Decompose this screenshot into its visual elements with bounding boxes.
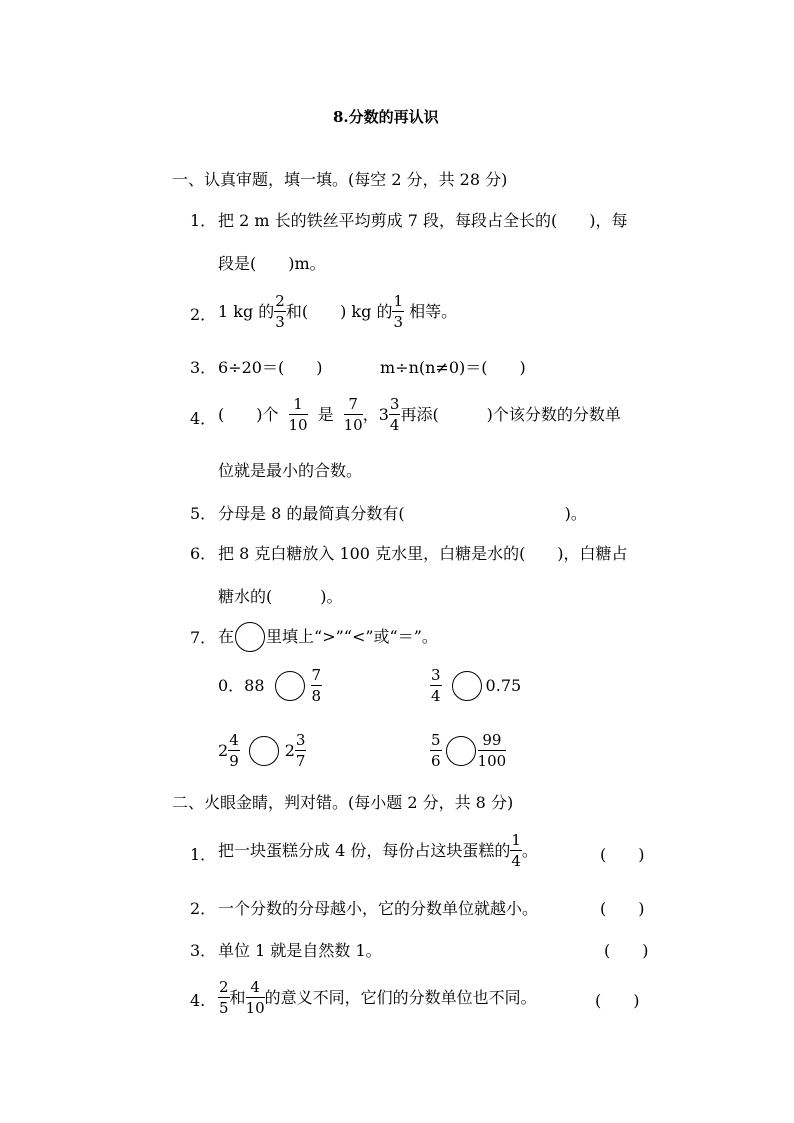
question-number: 6． — [190, 544, 217, 563]
numerator: 99 — [478, 733, 507, 751]
denominator: 8 — [311, 687, 322, 705]
text-segment: ，3 — [362, 405, 389, 424]
fraction — [218, 980, 230, 1016]
fraction — [344, 397, 363, 433]
fraction — [246, 980, 265, 1016]
question-text: 位就是最小的合数。 — [218, 461, 363, 480]
denominator: 100 — [477, 752, 507, 770]
fraction — [430, 668, 442, 704]
answer-paren[interactable]: ( ) — [600, 845, 645, 864]
fraction — [295, 733, 307, 769]
fraction — [311, 668, 323, 704]
denominator: 9 — [229, 752, 239, 770]
text-segment: 0．88 — [218, 676, 265, 695]
question-number: 5． — [190, 504, 217, 523]
comparison-item — [218, 733, 306, 769]
question-text: 把 8 克白糖放入 100 克水里，白糖是水的( )，白糖占 — [218, 544, 628, 563]
text-segment: 。 — [521, 841, 538, 860]
page-title: 8.分数的再认识 — [333, 108, 439, 126]
numerator: 1 — [289, 397, 308, 415]
numerator: 4 — [229, 731, 239, 749]
question-text: m÷n(n≠0)＝( ) — [380, 358, 526, 377]
question-number: 3． — [190, 358, 217, 377]
text-segment: 再添( )个该分数的分数单 — [400, 405, 621, 424]
numerator: 7 — [344, 397, 363, 415]
numerator: 1 — [393, 292, 403, 310]
question-text: 段是( )m。 — [218, 254, 326, 273]
numerator: 3 — [389, 395, 400, 413]
section-heading-true-false: 二、火眼金睛，判对错。(每小题 2 分，共 8 分) — [172, 793, 514, 812]
fraction — [510, 833, 522, 869]
text-segment: 2 — [218, 741, 229, 760]
text-segment: 2 — [284, 741, 295, 760]
question-text: 把 2 m 长的铁丝平均剪成 7 段，每段占全长的( )，每 — [218, 211, 628, 230]
question-number: 4． — [190, 409, 217, 428]
denominator: 3 — [393, 313, 403, 331]
compare-circle[interactable] — [446, 736, 476, 766]
question-number: 2． — [190, 899, 217, 918]
question-number: 2． — [190, 305, 217, 324]
numerator: 4 — [246, 980, 265, 998]
question-text — [218, 397, 621, 433]
text-segment: 是 — [317, 405, 334, 424]
text-segment: ( )个 — [218, 405, 279, 424]
text-segment: 和( ) kg 的 — [285, 302, 393, 321]
answer-paren[interactable]: ( ) — [600, 899, 645, 918]
denominator: 10 — [245, 999, 265, 1017]
fraction — [289, 397, 308, 433]
denominator: 5 — [219, 999, 229, 1017]
question-number: 3． — [190, 941, 217, 960]
text-segment: 和 — [229, 988, 246, 1007]
compare-circle[interactable] — [275, 671, 305, 701]
comparison-item — [218, 668, 322, 704]
numerator: 3 — [295, 731, 306, 749]
numerator: 2 — [219, 978, 229, 996]
denominator: 3 — [275, 313, 285, 331]
denominator: 4 — [389, 416, 400, 434]
comparison-item — [430, 733, 506, 769]
question-text: 分母是 8 的最简真分数有( )。 — [218, 504, 587, 523]
denominator: 4 — [431, 687, 441, 705]
question-text — [218, 980, 537, 1016]
question-text: 6÷20＝( ) — [218, 358, 323, 377]
question-number: 7． — [190, 628, 217, 647]
comparison-item — [430, 668, 521, 704]
compare-circle[interactable] — [452, 671, 482, 701]
numerator: 5 — [431, 731, 441, 749]
question-number: 4. — [190, 991, 206, 1010]
text-segment: 0.75 — [485, 676, 522, 695]
text-segment: 在 — [218, 627, 235, 646]
question-text: 糖水的( )。 — [218, 587, 343, 606]
question-text: 单位 1 就是自然数 1。 — [218, 941, 382, 960]
question-text: 一个分数的分母越小，它的分数单位就越小。 — [218, 899, 539, 918]
answer-paren[interactable]: ( ) — [595, 991, 640, 1010]
text-segment: 1 kg 的 — [218, 302, 275, 321]
denominator: 6 — [431, 752, 441, 770]
fraction — [274, 294, 286, 330]
text-segment: 的意义不同，它们的分数单位也不同。 — [264, 988, 537, 1007]
denominator: 4 — [511, 852, 521, 870]
fraction — [478, 733, 507, 769]
denominator: 10 — [343, 416, 363, 434]
fraction — [392, 294, 404, 330]
numerator: 3 — [431, 666, 441, 684]
fraction — [430, 733, 442, 769]
denominator: 7 — [295, 752, 306, 770]
section-heading-fill-in: 一、认真审题，填一填。(每空 2 分，共 28 分) — [172, 170, 508, 189]
compare-circle[interactable] — [249, 736, 279, 766]
text-segment: 把一块蛋糕分成 4 份，每份占这块蛋糕的 — [218, 841, 511, 860]
answer-paren[interactable]: ( ) — [604, 941, 649, 960]
fraction — [389, 397, 401, 433]
text-segment: 相等。 — [404, 302, 458, 321]
question-number: 1． — [190, 211, 217, 230]
question-text — [218, 833, 538, 869]
compare-circle-example — [235, 622, 265, 652]
fraction — [228, 733, 240, 769]
text-segment: 里填上“>”“<”或“＝”。 — [266, 627, 438, 646]
question-number: 1． — [190, 845, 217, 864]
question-text — [218, 622, 438, 652]
question-text — [218, 294, 457, 330]
denominator: 10 — [288, 416, 308, 434]
numerator: 1 — [511, 831, 521, 849]
numerator: 2 — [275, 292, 285, 310]
numerator: 7 — [311, 666, 322, 684]
